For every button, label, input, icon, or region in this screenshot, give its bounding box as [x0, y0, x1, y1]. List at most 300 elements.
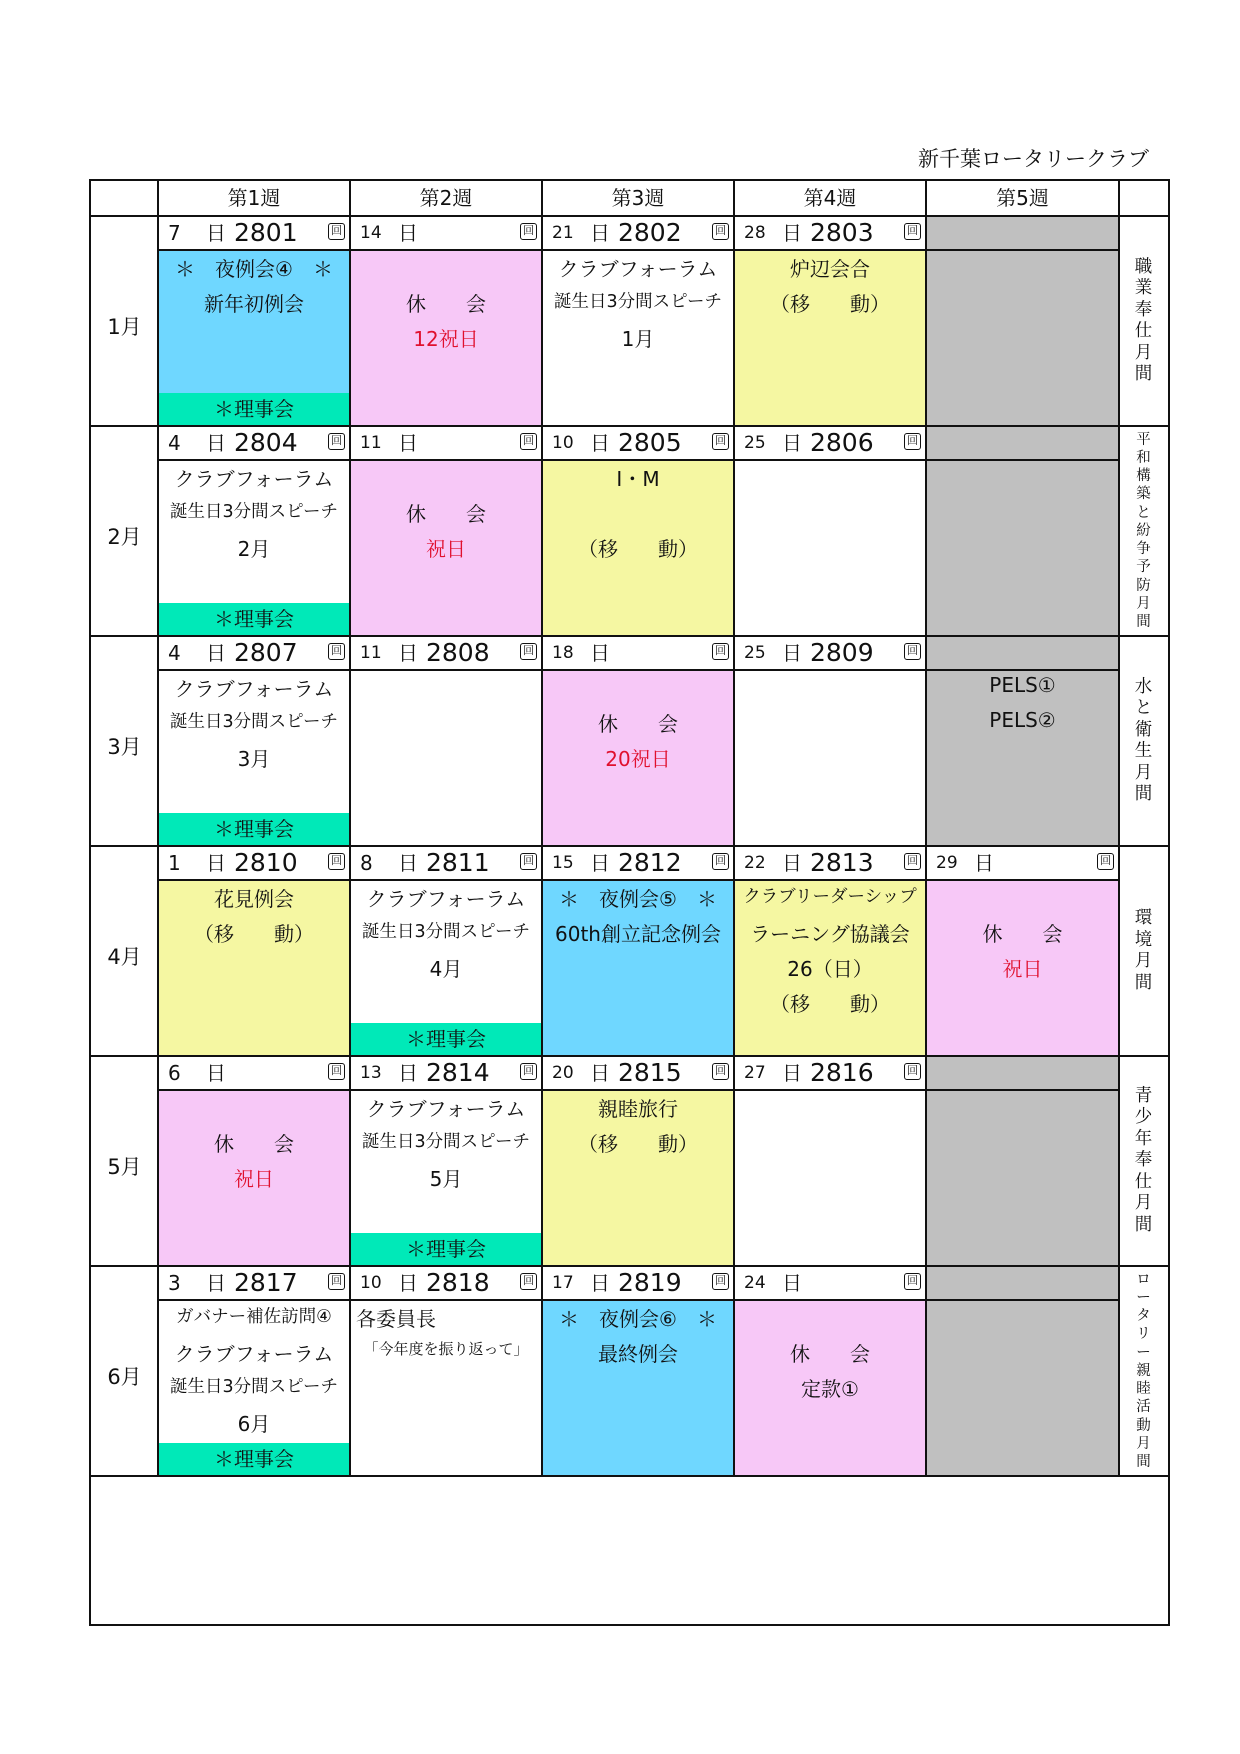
week-cell [734, 1056, 926, 1266]
theme-char: 防 [1136, 577, 1151, 594]
month-row [91, 636, 1168, 846]
grid-line [158, 879, 1119, 881]
date-header [542, 426, 734, 460]
weekday-label: 日 [398, 641, 418, 665]
week-header-4: 第4週 [803, 186, 857, 210]
grid-line [158, 1299, 1119, 1301]
kai-box: 回 [328, 1063, 345, 1080]
weekday-label: 日 [974, 851, 994, 875]
kai-box: 回 [904, 853, 921, 870]
theme-char: 予 [1136, 559, 1151, 576]
cell-line: クラブフォーラム [366, 887, 526, 911]
cell-line: （移 動） [770, 292, 890, 316]
kai-box: 回 [712, 1273, 729, 1290]
weekday-label: 日 [206, 431, 226, 455]
cell-line: クラブフォーラム [174, 467, 334, 491]
date-number: 18 [552, 643, 574, 663]
week-cell [734, 1266, 926, 1476]
grid-line [91, 215, 1168, 217]
week-cell [734, 216, 926, 426]
meeting-number: 2810 [234, 848, 298, 877]
grid-line [91, 425, 1168, 427]
board-meeting-label: ＊理事会 [158, 393, 350, 426]
date-number: 1 [168, 851, 181, 875]
kai-box: 回 [1097, 853, 1114, 870]
cell-line: 4月 [429, 957, 463, 981]
date-number: 10 [360, 1273, 382, 1293]
week-cell [542, 1056, 734, 1266]
date-header [158, 636, 350, 670]
date-header [734, 636, 926, 670]
theme-char: 水 [1134, 676, 1153, 697]
cell-line: （移 動） [578, 1132, 698, 1156]
theme-char: 年 [1134, 1128, 1153, 1149]
meeting-number: 2813 [810, 848, 874, 877]
month-row [91, 1266, 1168, 1476]
weekday-label: 日 [398, 221, 418, 245]
weekday-label: 日 [398, 431, 418, 455]
cell-line: 誕生日3分間スピーチ [170, 1377, 338, 1397]
week-cell [734, 846, 926, 1056]
theme-char: と [1134, 698, 1153, 718]
kai-box: 回 [712, 223, 729, 240]
month-label: 6月 [107, 1365, 142, 1389]
theme-char: 境 [1134, 929, 1153, 950]
date-header [158, 1056, 350, 1090]
cell-line: 誕生日3分間スピーチ [362, 1132, 530, 1152]
theme-char: 間 [1136, 613, 1151, 630]
date-number: 13 [360, 1063, 382, 1083]
week-cell [158, 1266, 350, 1476]
cell-line: 6月 [237, 1412, 271, 1436]
grid-line [91, 1055, 1168, 1057]
theme-char: 生 [1134, 741, 1153, 761]
cell-line: クラブフォーラム [174, 1342, 334, 1366]
meeting-number: 2807 [234, 638, 298, 667]
cell-line: 新年初例会 [204, 292, 304, 316]
date-number: 3 [168, 1271, 181, 1295]
kai-box: 回 [328, 433, 345, 450]
kai-box: 回 [520, 1063, 537, 1080]
kai-box: 回 [712, 853, 729, 870]
theme-char: 月 [1136, 1435, 1151, 1452]
week-cell [542, 1266, 734, 1476]
cell-body [350, 670, 542, 846]
week-cell [158, 636, 350, 846]
weekday-label: 日 [590, 851, 610, 875]
week-cell [542, 636, 734, 846]
cell-body [734, 670, 926, 846]
date-number: 15 [552, 853, 574, 873]
week-cell [734, 426, 926, 636]
cell-line: クラブフォーラム [558, 257, 718, 281]
week-cell [158, 216, 350, 426]
date-header [542, 216, 734, 250]
kai-box: 回 [904, 643, 921, 660]
theme-char: 親 [1136, 1362, 1151, 1379]
cell-line: （移 動） [770, 992, 890, 1016]
date-number: 27 [744, 1063, 766, 1083]
week-header-2: 第2週 [419, 186, 473, 210]
meeting-number: 2809 [810, 638, 874, 667]
date-number: 4 [168, 641, 181, 665]
date-header [158, 1266, 350, 1300]
kai-box: 回 [328, 853, 345, 870]
month-label: 4月 [107, 945, 142, 969]
cell-line: 休 会 [982, 922, 1063, 946]
cell-line: 誕生日3分間スピーチ [362, 922, 530, 942]
grid-line [1118, 181, 1120, 1476]
date-header [350, 1266, 542, 1300]
weekday-label: 日 [590, 641, 610, 665]
cell-line: 休 会 [214, 1132, 294, 1156]
weekday-label: 日 [782, 221, 802, 245]
kai-box: 回 [712, 433, 729, 450]
theme-char: 奉 [1134, 299, 1153, 320]
theme-char: 月 [1134, 1193, 1153, 1214]
kai-box: 回 [520, 223, 537, 240]
kai-box: 回 [904, 223, 921, 240]
cell-line: 休 会 [406, 292, 486, 316]
month-label: 5月 [107, 1155, 142, 1179]
cell-line: ラーニング協議会 [750, 922, 910, 946]
kai-box: 回 [904, 1063, 921, 1080]
date-header [542, 846, 734, 880]
kai-box: 回 [520, 853, 537, 870]
cell-line: 12祝日 [413, 327, 479, 351]
kai-box: 回 [712, 1063, 729, 1080]
date-number: 6 [168, 1061, 181, 1085]
theme-char: 間 [1134, 1214, 1153, 1235]
grid-line [349, 181, 351, 1476]
month-row [91, 426, 1168, 636]
date-number: 28 [744, 223, 766, 243]
weekday-label: 日 [398, 851, 418, 875]
week-cell [158, 1056, 350, 1266]
theme-char: 動 [1136, 1417, 1151, 1434]
cell-line: 「今年度を振り返って」 [363, 1340, 529, 1358]
weekday-label: 日 [782, 641, 802, 665]
weekday-label: 日 [206, 641, 226, 665]
weekday-label: 日 [590, 221, 610, 245]
board-meeting-label: ＊理事会 [350, 1233, 542, 1266]
cell-line: PELS② [989, 708, 1056, 732]
theme-char: 間 [1136, 1453, 1151, 1470]
week-cell [926, 1266, 1119, 1476]
meeting-number: 2805 [618, 428, 682, 457]
cell-line: ガバナー補佐訪問④ [176, 1307, 332, 1327]
cell-body [734, 460, 926, 636]
grid-line [91, 1265, 1168, 1267]
date-header [350, 426, 542, 460]
date-number: 11 [360, 643, 382, 663]
cell-line: 誕生日3分間スピーチ [170, 712, 338, 732]
date-number: 17 [552, 1273, 574, 1293]
cell-line: クラブフォーラム [366, 1097, 526, 1121]
grid-line [158, 459, 1119, 461]
grid-line [91, 1475, 1168, 1477]
kai-box: 回 [328, 223, 345, 240]
week-cell [926, 216, 1119, 426]
cell-line: （移 動） [194, 922, 314, 946]
week-cell [350, 636, 542, 846]
week-cell [542, 426, 734, 636]
meeting-number: 2806 [810, 428, 874, 457]
theme-char: 月 [1134, 342, 1153, 363]
week-cell [926, 636, 1119, 846]
weekday-label: 日 [206, 1061, 226, 1085]
date-header [734, 216, 926, 250]
month-label: 3月 [107, 735, 142, 759]
cell-line: I・M [616, 467, 660, 491]
theme-char: 和 [1136, 450, 1151, 467]
theme-char: 活 [1136, 1399, 1151, 1416]
theme-char: ー [1136, 1290, 1151, 1307]
date-number: 20 [552, 1063, 574, 1083]
board-meeting-label: ＊理事会 [158, 1443, 350, 1476]
cell-line: ＊ 夜例会⑥ ＊ [559, 1307, 717, 1331]
month-theme [1119, 636, 1168, 846]
meeting-number: 2815 [618, 1058, 682, 1087]
date-header [158, 216, 350, 250]
week-cell [350, 426, 542, 636]
week-header-5: 第5週 [996, 186, 1049, 210]
meeting-number: 2816 [810, 1058, 874, 1087]
month-theme [1119, 216, 1168, 426]
kai-box: 回 [328, 1273, 345, 1290]
week-cell [542, 846, 734, 1056]
grid-line [91, 845, 1168, 847]
week-cell [350, 1056, 542, 1266]
meeting-number: 2818 [426, 1268, 490, 1297]
week-cell [926, 426, 1119, 636]
theme-char: 月 [1134, 951, 1153, 971]
theme-char: 争 [1136, 541, 1151, 558]
date-header [542, 1266, 734, 1300]
month-label: 1月 [107, 315, 142, 339]
weekday-label: 日 [590, 1271, 610, 1295]
meeting-number: 2808 [426, 638, 490, 667]
date-header [926, 846, 1119, 880]
month-theme [1119, 846, 1168, 1056]
cell-line: 休 会 [406, 502, 486, 526]
cell-line: 祝日 [234, 1167, 274, 1191]
cell-line: PELS① [989, 673, 1056, 697]
date-number: 21 [552, 223, 574, 243]
meeting-number: 2819 [618, 1268, 682, 1297]
cell-line: 3月 [237, 747, 271, 771]
cell-line: 各委員長 [356, 1307, 436, 1331]
theme-char: 業 [1134, 278, 1153, 298]
theme-char: 月 [1136, 595, 1151, 612]
cell-line: 誕生日3分間スピーチ [554, 292, 722, 312]
date-number: 8 [360, 851, 373, 875]
week-cell [734, 636, 926, 846]
theme-char: 構 [1136, 468, 1151, 485]
weekday-label: 日 [206, 221, 226, 245]
week-cell [926, 1056, 1119, 1266]
board-meeting-label: ＊理事会 [158, 813, 350, 846]
month-theme [1119, 426, 1168, 636]
date-header [734, 846, 926, 880]
month-theme [1119, 1056, 1168, 1266]
kai-box: 回 [328, 643, 345, 660]
cell-line: 5月 [429, 1167, 463, 1191]
cell-line: 花見例会 [214, 887, 294, 911]
theme-char: ロ [1136, 1271, 1151, 1288]
kai-box: 回 [520, 1273, 537, 1290]
theme-char: 間 [1134, 364, 1153, 384]
board-meeting-label: ＊理事会 [350, 1023, 542, 1056]
meeting-number: 2802 [618, 218, 682, 247]
month-theme [1119, 1266, 1168, 1476]
theme-char: 仕 [1134, 1171, 1153, 1192]
grid-line [541, 181, 543, 1476]
theme-char: 月 [1134, 762, 1153, 783]
date-header [350, 216, 542, 250]
week-cell [350, 846, 542, 1056]
date-header [158, 426, 350, 460]
grid-line [158, 249, 1119, 251]
cell-line: 炉辺会合 [790, 257, 870, 281]
date-header [350, 636, 542, 670]
date-header [350, 846, 542, 880]
grid-line [157, 181, 159, 1476]
weekday-label: 日 [398, 1061, 418, 1085]
board-meeting-label: ＊理事会 [158, 603, 350, 636]
cell-line: クラブフォーラム [174, 677, 334, 701]
date-number: 7 [168, 221, 181, 245]
meeting-number: 2814 [426, 1058, 490, 1087]
cell-line: 定款① [801, 1377, 859, 1401]
weekday-label: 日 [782, 1271, 802, 1295]
club-name: 新千葉ロータリークラブ [918, 147, 1149, 171]
cell-line: ＊ 夜例会④ ＊ [175, 257, 333, 281]
kai-box: 回 [712, 643, 729, 660]
cell-line: ＊ 夜例会⑤ ＊ [559, 887, 717, 911]
theme-char: 仕 [1134, 321, 1153, 341]
cell-line: 最終例会 [598, 1342, 678, 1366]
grid-line [158, 669, 1119, 671]
date-header [734, 1266, 926, 1300]
cell-line: 20祝日 [605, 747, 671, 771]
kai-box: 回 [904, 1273, 921, 1290]
theme-char: と [1136, 504, 1151, 521]
weekday-label: 日 [782, 431, 802, 455]
date-number: 25 [744, 433, 766, 453]
theme-char: 間 [1134, 784, 1153, 804]
cell-line: 休 会 [790, 1342, 870, 1366]
week-cell [158, 846, 350, 1056]
theme-char: 平 [1136, 431, 1151, 448]
theme-char: 睦 [1136, 1381, 1151, 1398]
week-header-3: 第3週 [611, 186, 665, 210]
cell-line: 1月 [621, 327, 655, 351]
weekday-label: 日 [782, 1061, 802, 1085]
month-row [91, 1056, 1168, 1266]
date-header [158, 846, 350, 880]
theme-char: タ [1136, 1308, 1151, 1325]
week-cell [158, 426, 350, 636]
date-number: 29 [936, 853, 958, 873]
month-label: 2月 [107, 525, 142, 549]
date-header [542, 636, 734, 670]
week-cell [350, 1266, 542, 1476]
date-number: 25 [744, 643, 766, 663]
date-number: 14 [360, 223, 382, 243]
cell-line: 誕生日3分間スピーチ [170, 502, 338, 522]
grid-line [91, 635, 1168, 637]
theme-char: 築 [1136, 486, 1151, 503]
theme-char: 間 [1134, 972, 1153, 993]
date-number: 24 [744, 1273, 766, 1293]
week-header-1: 第1週 [227, 186, 281, 210]
date-header [734, 426, 926, 460]
cell-body [734, 1090, 926, 1266]
meeting-number: 2812 [618, 848, 682, 877]
theme-char: ー [1136, 1344, 1151, 1361]
cell-line: 祝日 [426, 537, 466, 561]
theme-char: 衛 [1134, 719, 1153, 740]
cell-line: 2月 [237, 537, 271, 561]
cell-line: 60th創立記念例会 [555, 922, 721, 946]
theme-char: 奉 [1134, 1150, 1153, 1171]
meeting-number: 2801 [234, 218, 298, 247]
theme-char: リ [1136, 1326, 1151, 1343]
theme-char: 紛 [1136, 522, 1151, 539]
week-cell [350, 216, 542, 426]
cell-line: クラブリーダーシップ [743, 887, 917, 907]
weekday-label: 日 [590, 1061, 610, 1085]
kai-box: 回 [520, 643, 537, 660]
kai-box: 回 [904, 433, 921, 450]
cell-line: 26（日） [787, 957, 873, 981]
grid-line [733, 181, 735, 1476]
grid-line [158, 1089, 1119, 1091]
date-header [734, 1056, 926, 1090]
grid-line [925, 181, 927, 1476]
cell-line: 休 会 [598, 712, 678, 736]
theme-char: 少 [1134, 1107, 1153, 1128]
month-row [91, 216, 1168, 426]
meeting-number: 2803 [810, 218, 874, 247]
meeting-number: 2811 [426, 848, 490, 877]
annual-schedule-table [89, 179, 1170, 1626]
weekday-label: 日 [590, 431, 610, 455]
kai-box: 回 [520, 433, 537, 450]
weekday-label: 日 [782, 851, 802, 875]
cell-line: 親睦旅行 [598, 1097, 678, 1121]
date-number: 11 [360, 433, 382, 453]
weekday-label: 日 [206, 1271, 226, 1295]
date-number: 22 [744, 853, 766, 873]
date-number: 10 [552, 433, 574, 453]
theme-char: 環 [1134, 908, 1153, 928]
month-row [91, 846, 1168, 1056]
date-header [350, 1056, 542, 1090]
cell-line: （移 動） [578, 537, 698, 561]
weekday-label: 日 [206, 851, 226, 875]
meeting-number: 2817 [234, 1268, 298, 1297]
weekday-label: 日 [398, 1271, 418, 1295]
date-number: 4 [168, 431, 181, 455]
cell-line: 祝日 [1002, 957, 1043, 981]
week-cell [926, 846, 1119, 1056]
meeting-number: 2804 [234, 428, 298, 457]
theme-char: 青 [1134, 1085, 1153, 1106]
week-cell [542, 216, 734, 426]
theme-char: 職 [1134, 256, 1153, 277]
